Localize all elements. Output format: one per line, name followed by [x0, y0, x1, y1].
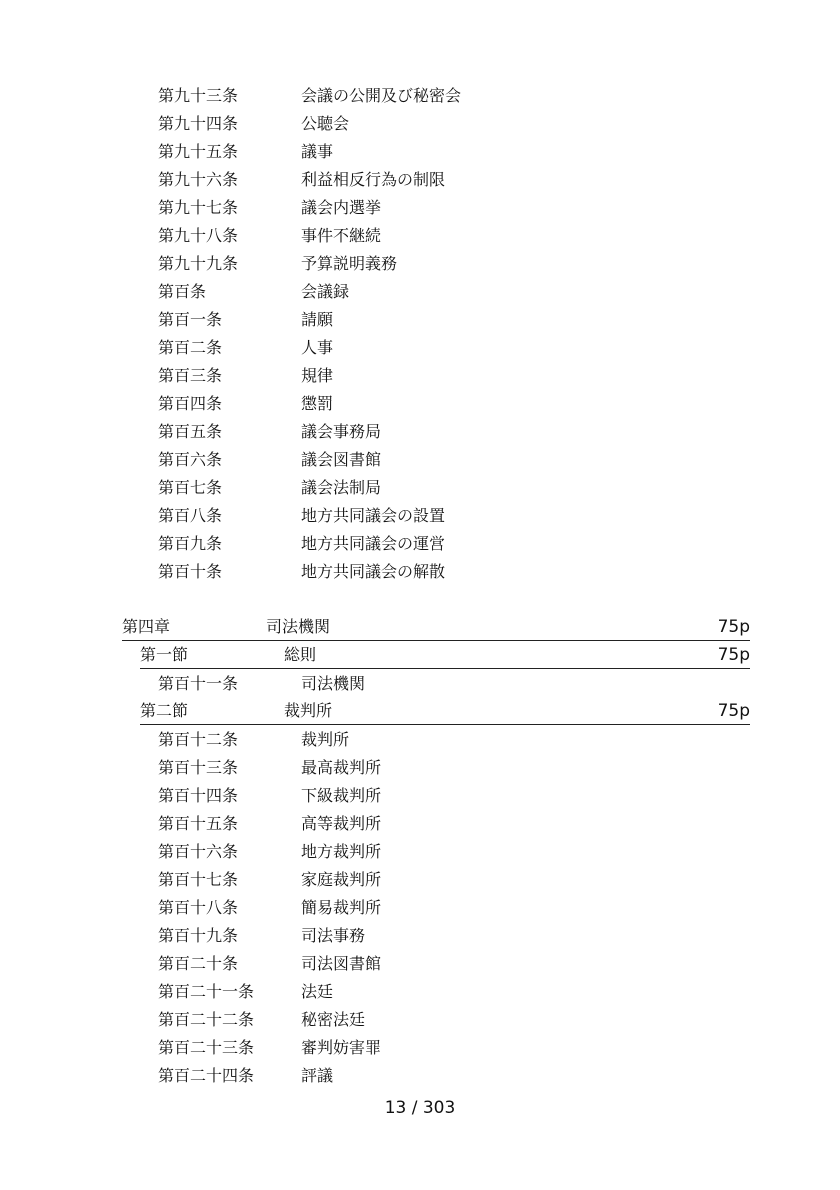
section-page-ref: 75p: [717, 701, 750, 721]
article-title: 裁判所: [301, 730, 350, 749]
article-number: 第百三条: [158, 366, 223, 385]
article-entry: [158, 1034, 718, 1062]
article-entry: [158, 250, 718, 278]
article-title: 司法機関: [301, 674, 366, 693]
article-title: 最高裁判所: [301, 758, 382, 777]
article-number: 第百七条: [158, 478, 223, 497]
article-title: 議会内選挙: [301, 198, 382, 217]
article-number: 第百十条: [158, 562, 223, 581]
article-entry: [158, 82, 718, 110]
article-number: 第百十四条: [158, 786, 239, 805]
article-entry: [158, 194, 718, 222]
article-entry: [158, 530, 718, 558]
article-entry: [158, 866, 718, 894]
article-title: 会議録: [301, 282, 350, 301]
article-entry: [158, 1006, 718, 1034]
article-title: 議会図書館: [301, 450, 382, 469]
article-entry: [158, 138, 718, 166]
article-title: 議会法制局: [301, 478, 382, 497]
article-entry: [158, 670, 718, 698]
article-title: 高等裁判所: [301, 814, 382, 833]
article-number: 第百二十条: [158, 954, 239, 973]
chapter-page-ref: 75p: [717, 617, 750, 637]
section-title: 総則: [284, 645, 317, 664]
article-title: 請願: [301, 310, 334, 329]
article-title: 地方裁判所: [301, 842, 382, 861]
article-entry: [158, 306, 718, 334]
page-indicator: 13 / 303: [384, 1098, 456, 1118]
article-title: 議事: [301, 142, 334, 161]
article-title: 下級裁判所: [301, 786, 382, 805]
article-entry: [158, 334, 718, 362]
article-entry: [158, 810, 718, 838]
article-title: 司法図書館: [301, 954, 382, 973]
article-number: 第九十三条: [158, 86, 239, 105]
article-title: 規律: [301, 366, 334, 385]
article-entry: [158, 726, 718, 754]
article-entry: [158, 502, 718, 530]
article-number: 第百一条: [158, 310, 223, 329]
article-number: 第百八条: [158, 506, 223, 525]
article-number: 第百十九条: [158, 926, 239, 945]
chapter-title: 司法機関: [266, 617, 331, 636]
article-title: 懲罰: [301, 394, 334, 413]
article-title: 地方共同議会の解散: [301, 562, 446, 581]
article-title: 公聴会: [301, 114, 350, 133]
article-number: 第百十六条: [158, 842, 239, 861]
article-title: 法廷: [301, 982, 334, 1001]
article-number: 第九十五条: [158, 142, 239, 161]
article-entry: [158, 1062, 718, 1090]
article-number: 第九十六条: [158, 170, 239, 189]
article-number: 第百二十一条: [158, 982, 255, 1001]
article-number: 第九十七条: [158, 198, 239, 217]
article-entry: [158, 838, 718, 866]
section-number: 第二節: [140, 701, 189, 720]
article-title: 地方共同議会の設置: [301, 506, 446, 525]
article-entry: [158, 418, 718, 446]
article-title: 議会事務局: [301, 422, 382, 441]
article-number: 第九十九条: [158, 254, 239, 273]
article-entry: [158, 110, 718, 138]
article-number: 第百十七条: [158, 870, 239, 889]
article-number: 第百十二条: [158, 730, 239, 749]
chapter-heading[interactable]: [122, 614, 750, 641]
article-title: 予算説明義務: [301, 254, 398, 273]
article-title: 会議の公開及び秘密会: [301, 86, 462, 105]
section-heading[interactable]: [140, 698, 750, 725]
article-number: 第百四条: [158, 394, 223, 413]
article-entry: [158, 166, 718, 194]
section-heading[interactable]: [140, 642, 750, 669]
article-entry: [158, 222, 718, 250]
article-entry: [158, 782, 718, 810]
section-number: 第一節: [140, 645, 189, 664]
article-entry: [158, 278, 718, 306]
article-title: 事件不継続: [301, 226, 382, 245]
article-title: 利益相反行為の制限: [301, 170, 446, 189]
article-entry: [158, 978, 718, 1006]
chapter-number: 第四章: [122, 617, 171, 636]
article-number: 第百十一条: [158, 674, 239, 693]
article-entry: [158, 950, 718, 978]
article-title: 家庭裁判所: [301, 870, 382, 889]
section-page-ref: 75p: [717, 645, 750, 665]
article-title: 秘密法廷: [301, 1010, 366, 1029]
article-number: 第百二十三条: [158, 1038, 255, 1057]
article-entry: [158, 754, 718, 782]
article-number: 第百五条: [158, 422, 223, 441]
article-entry: [158, 446, 718, 474]
article-title: 司法事務: [301, 926, 366, 945]
article-entry: [158, 558, 718, 586]
article-title: 人事: [301, 338, 334, 357]
article-number: 第九十八条: [158, 226, 239, 245]
article-entry: [158, 362, 718, 390]
article-number: 第百九条: [158, 534, 223, 553]
section-title: 裁判所: [284, 701, 333, 720]
article-number: 第百二条: [158, 338, 223, 357]
article-number: 第百条: [158, 282, 207, 301]
article-title: 審判妨害罪: [301, 1038, 382, 1057]
article-number: 第百二十二条: [158, 1010, 255, 1029]
article-number: 第百十三条: [158, 758, 239, 777]
article-number: 第百六条: [158, 450, 223, 469]
article-title: 地方共同議会の運営: [301, 534, 446, 553]
article-entry: [158, 474, 718, 502]
article-number: 第百十八条: [158, 898, 239, 917]
article-title: 簡易裁判所: [301, 898, 382, 917]
article-title: 評議: [301, 1066, 334, 1085]
article-entry: [158, 894, 718, 922]
article-entry: [158, 922, 718, 950]
article-entry: [158, 390, 718, 418]
article-number: 第百十五条: [158, 814, 239, 833]
article-number: 第九十四条: [158, 114, 239, 133]
article-number: 第百二十四条: [158, 1066, 255, 1085]
